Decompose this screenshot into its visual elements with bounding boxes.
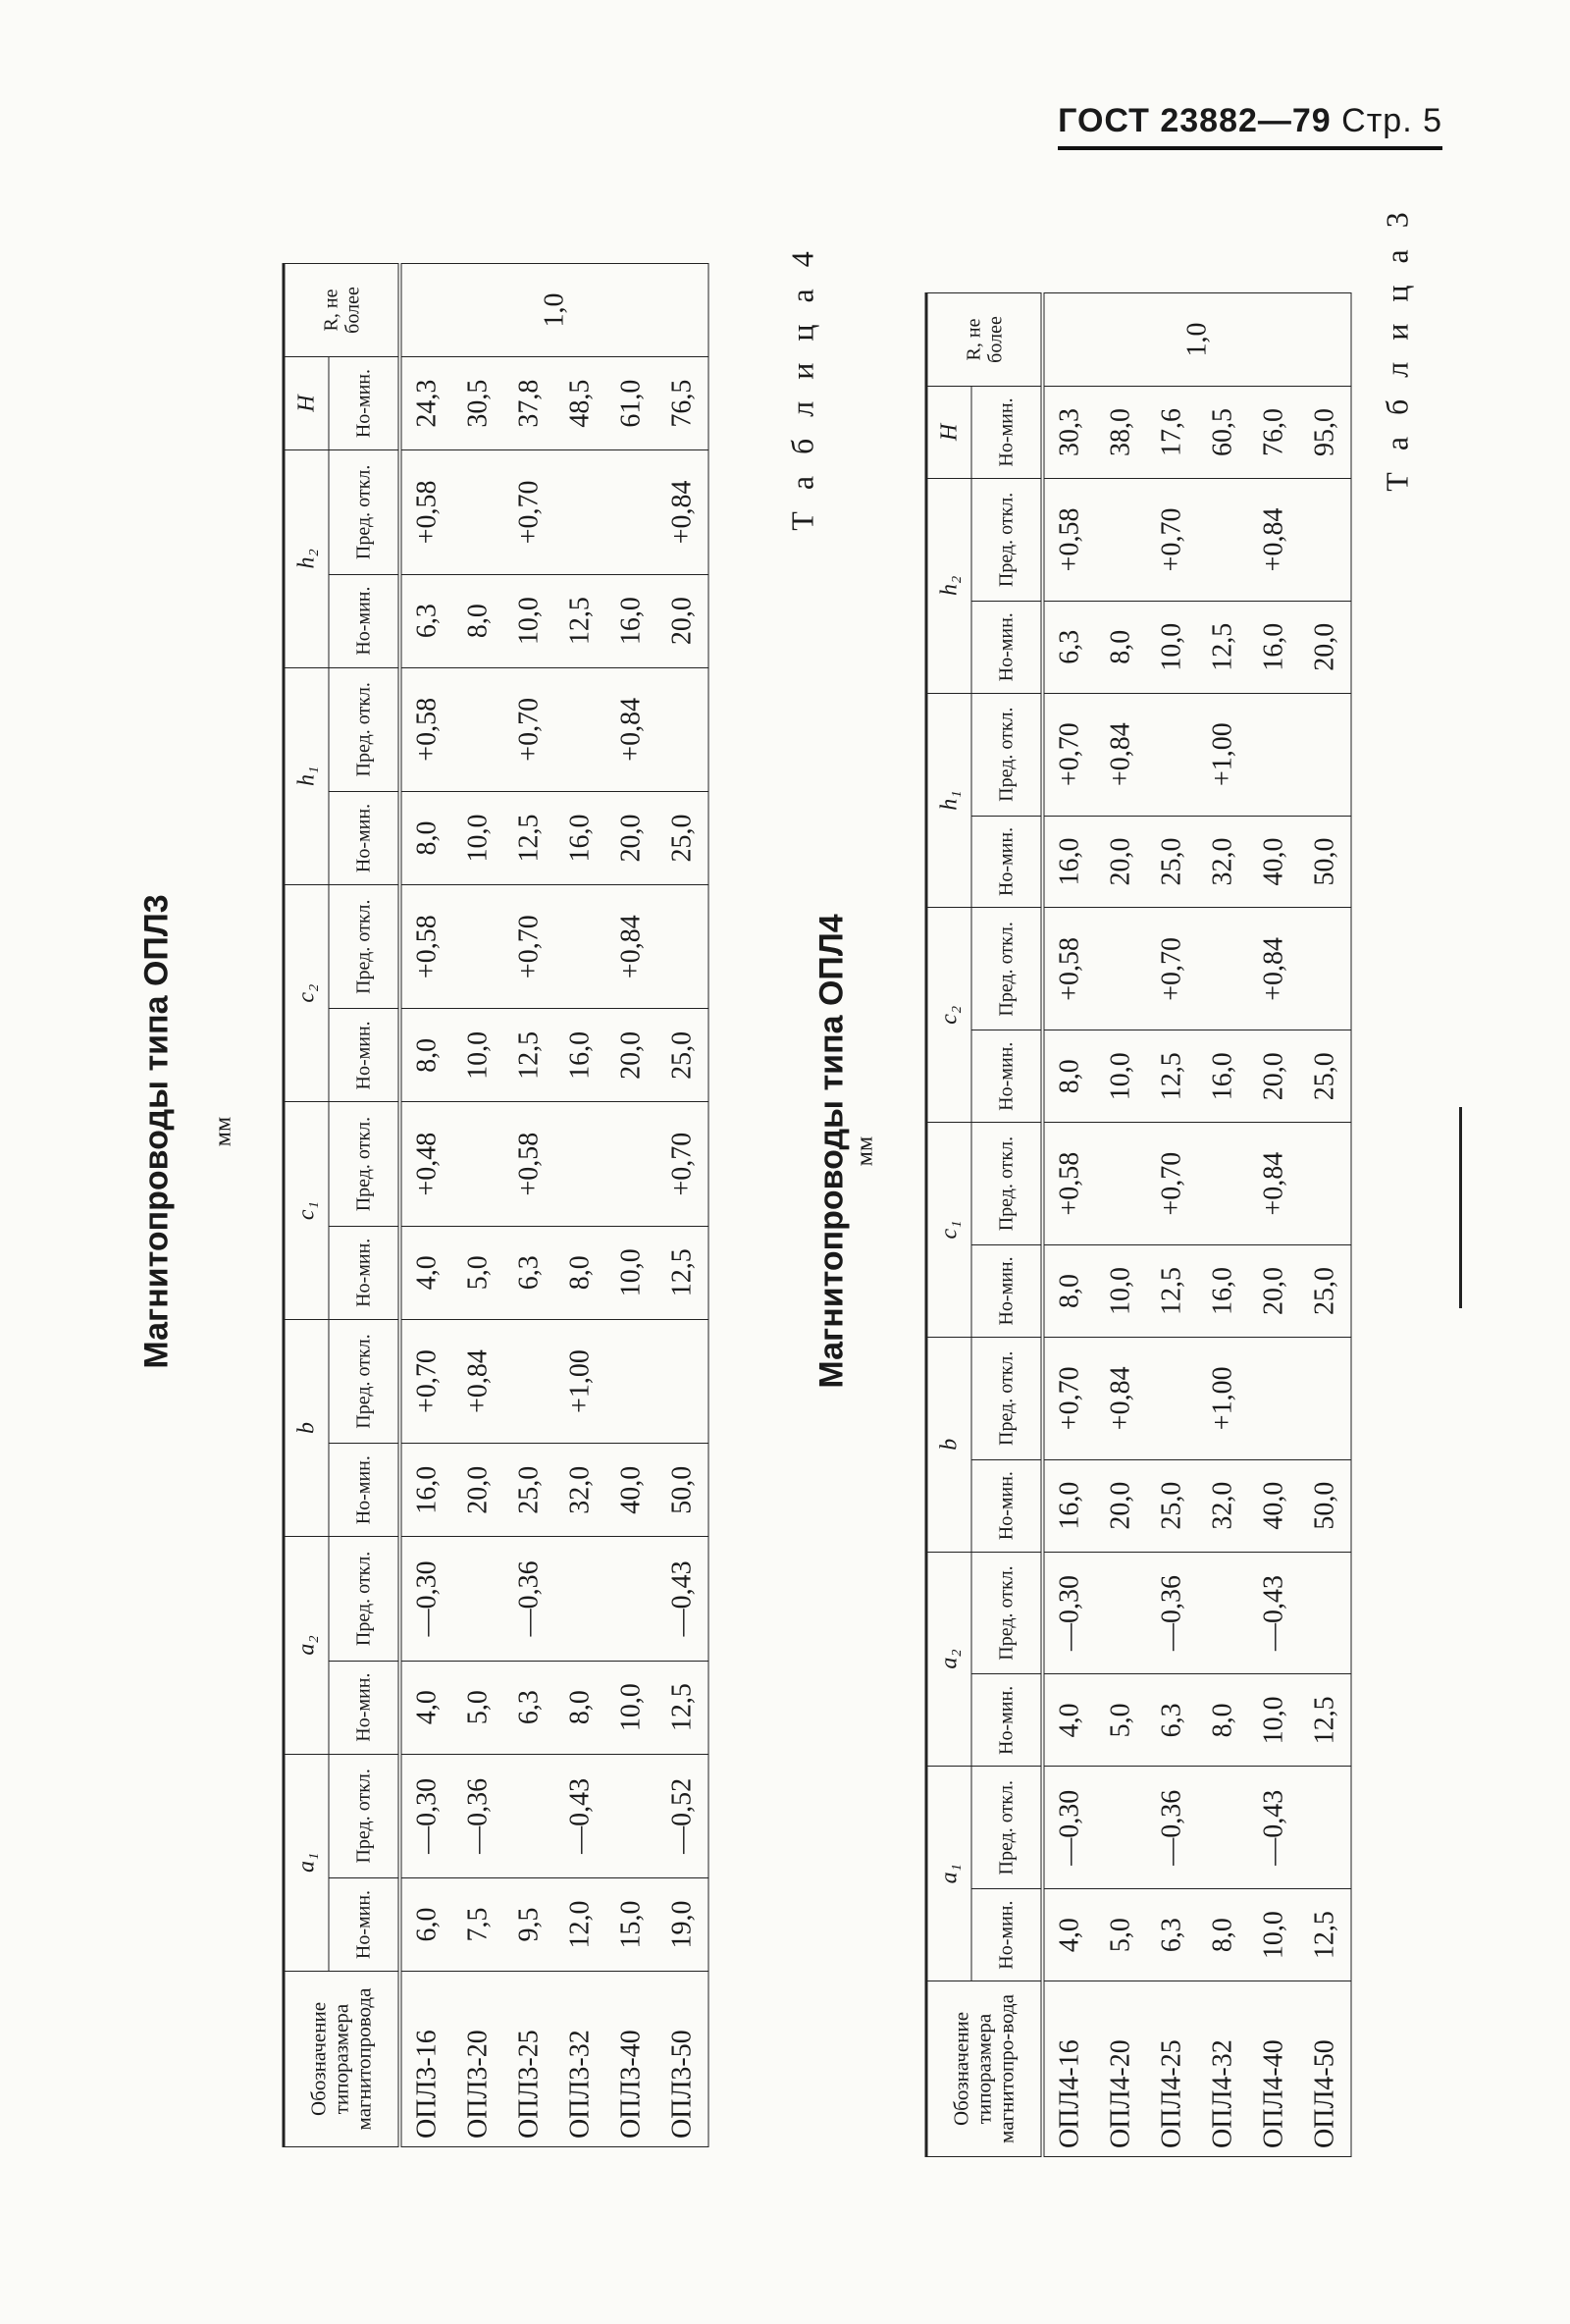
cell: [1096, 1552, 1147, 1674]
cell: [1198, 478, 1249, 601]
cell: 60,5: [1198, 387, 1249, 479]
cell: 12,5: [1198, 601, 1249, 693]
cell: +0,70: [1043, 693, 1096, 816]
page-header: [1058, 102, 1442, 150]
cell: 20,0: [657, 574, 709, 667]
cell: 12,5: [1300, 1889, 1352, 1981]
designation-cell: ОПЛ4-20: [1096, 1981, 1147, 2157]
cell: +0,84: [606, 884, 657, 1008]
r-value-cell: 1,0: [1043, 293, 1352, 387]
cell: +0,84: [606, 667, 657, 791]
cell: 10,0: [1249, 1674, 1300, 1767]
designation-cell: ОПЛ3-32: [555, 1972, 606, 2147]
cell: [1300, 1552, 1352, 1674]
designation-cell: ОПЛ4-32: [1198, 1981, 1249, 2157]
cell: —0,52: [657, 1754, 709, 1877]
group-header-H: H: [284, 357, 329, 450]
table3-title: Магнитопроводы типа ОПЛ3: [137, 894, 176, 1369]
cell: +0,84: [1249, 478, 1300, 601]
designation-header: Обозначение типоразмера магнитопровода: [284, 1972, 400, 2147]
cell: +0,70: [1147, 478, 1198, 601]
cell: 12,5: [1300, 1674, 1352, 1767]
cell: +0,58: [1043, 1123, 1096, 1245]
designation-cell: ОПЛ4-40: [1249, 1981, 1300, 2157]
r-value-cell: 1,0: [400, 264, 709, 357]
cell: +0,58: [1043, 478, 1096, 601]
cell: [453, 450, 504, 574]
table-row: [453, 264, 504, 2147]
designation-cell: ОПЛ4-50: [1300, 1981, 1352, 2157]
cell: 25,0: [1300, 1245, 1352, 1338]
cell: 20,0: [453, 1444, 504, 1537]
cell: 37,8: [504, 357, 555, 450]
cell: [1096, 1123, 1147, 1245]
cell: 4,0: [1043, 1674, 1096, 1767]
cell: +0,70: [1147, 908, 1198, 1030]
cell: 38,0: [1096, 387, 1147, 479]
cell: +0,70: [1043, 1337, 1096, 1459]
cell: 10,0: [606, 1661, 657, 1754]
cell: 40,0: [1249, 816, 1300, 908]
table-row: [657, 264, 709, 2147]
cell: 20,0: [1300, 601, 1352, 693]
cell: +0,70: [504, 884, 555, 1008]
designation-header: Обозначение типоразмера магнитопро-вода: [926, 1981, 1043, 2157]
cell: 61,0: [606, 357, 657, 450]
cell: [606, 450, 657, 574]
cell: 12,5: [657, 1226, 709, 1319]
dev-header: Пред. откл.: [971, 1552, 1043, 1674]
designation-cell: ОПЛ3-50: [657, 1972, 709, 2147]
cell: 25,0: [1300, 1030, 1352, 1123]
group-header-a2: a₂: [926, 1552, 971, 1767]
cell: [1198, 1123, 1249, 1245]
group-header-h1: h₁: [284, 667, 329, 884]
cell: +0,84: [1096, 1337, 1147, 1459]
cell: 24,3: [400, 357, 453, 450]
cell: 40,0: [606, 1444, 657, 1537]
nom-header: Но-мин.: [329, 574, 400, 667]
cell: —0,30: [1043, 1767, 1096, 1889]
cell: 12,5: [504, 1009, 555, 1102]
cell: [606, 1537, 657, 1661]
cell: [1096, 478, 1147, 601]
cell: 25,0: [504, 1444, 555, 1537]
cell: 25,0: [1147, 1459, 1198, 1552]
cell: 12,5: [1147, 1030, 1198, 1123]
cell: 12,5: [657, 1661, 709, 1754]
cell: 8,0: [555, 1661, 606, 1754]
cell: 16,0: [555, 1009, 606, 1102]
designation-cell: ОПЛ3-16: [400, 1972, 453, 2147]
cell: 8,0: [1043, 1030, 1096, 1123]
table-row: [400, 264, 453, 2147]
cell: +0,58: [400, 667, 453, 791]
cell: 30,5: [453, 357, 504, 450]
cell: [606, 1754, 657, 1877]
cell: 5,0: [1096, 1674, 1147, 1767]
cell: +1,00: [1198, 693, 1249, 816]
cell: 16,0: [555, 792, 606, 885]
group-header-h1: h₁: [926, 693, 971, 908]
dev-header: Пред. откл.: [971, 908, 1043, 1030]
cell: [1300, 1767, 1352, 1889]
cell: [1198, 908, 1249, 1030]
table-row: [1300, 293, 1352, 2157]
dev-header: Пред. откл.: [971, 1767, 1043, 1889]
cell: 4,0: [1043, 1889, 1096, 1981]
group-header-c2: c₂: [284, 884, 329, 1101]
cell: 32,0: [555, 1444, 606, 1537]
designation-cell: ОПЛ4-25: [1147, 1981, 1198, 2157]
cell: [1147, 693, 1198, 816]
cell: +0,70: [504, 450, 555, 574]
cell: 20,0: [606, 792, 657, 885]
table3-wrapper: [283, 263, 709, 2147]
cell: 8,0: [453, 574, 504, 667]
cell: —0,30: [400, 1537, 453, 1661]
dev-header: Пред. откл.: [971, 478, 1043, 601]
cell: [555, 884, 606, 1008]
cell: 10,0: [504, 574, 555, 667]
cell: 25,0: [1147, 816, 1198, 908]
cell: 16,0: [1043, 816, 1096, 908]
cell: 10,0: [606, 1226, 657, 1319]
cell: 16,0: [1043, 1459, 1096, 1552]
cell: [1300, 1337, 1352, 1459]
cell: [1249, 1337, 1300, 1459]
dev-header: Пред. откл.: [329, 1754, 400, 1877]
cell: [1300, 478, 1352, 601]
group-header-h2: h₂: [284, 450, 329, 667]
cell: +0,58: [400, 450, 453, 574]
group-header-b: b: [284, 1319, 329, 1536]
cell: 20,0: [1249, 1245, 1300, 1338]
cell: 48,5: [555, 357, 606, 450]
dev-header: Пред. откл.: [971, 1337, 1043, 1459]
cell: 5,0: [1096, 1889, 1147, 1981]
dev-header: Пред. откл.: [329, 1102, 400, 1226]
dev-header: Пред. откл.: [329, 450, 400, 574]
cell: [453, 1102, 504, 1226]
cell: 20,0: [1249, 1030, 1300, 1123]
table-row: [555, 264, 606, 2147]
table4: [925, 292, 1352, 2157]
cell: [1096, 908, 1147, 1030]
cell: 16,0: [400, 1444, 453, 1537]
nom-header: Но-мин.: [971, 1674, 1043, 1767]
cell: +0,84: [453, 1319, 504, 1443]
cell: 12,5: [1147, 1245, 1198, 1338]
table-row: [1147, 293, 1198, 2157]
cell: —0,30: [400, 1754, 453, 1877]
designation-cell: ОПЛ3-20: [453, 1972, 504, 2147]
group-header-H: H: [926, 387, 971, 479]
cell: +0,70: [504, 667, 555, 791]
table-row: [504, 264, 555, 2147]
cell: 16,0: [1198, 1245, 1249, 1338]
cell: 12,5: [555, 574, 606, 667]
group-header-b: b: [926, 1337, 971, 1552]
table-row: [1096, 293, 1147, 2157]
cell: +0,58: [504, 1102, 555, 1226]
cell: +1,00: [1198, 1337, 1249, 1459]
nom-header: Но-мин.: [329, 1444, 400, 1537]
cell: —0,36: [453, 1754, 504, 1877]
cell: 40,0: [1249, 1459, 1300, 1552]
dev-header: Пред. откл.: [329, 1537, 400, 1661]
nom-header: Но-мин.: [971, 1245, 1043, 1338]
cell: —0,43: [555, 1754, 606, 1877]
cell: 8,0: [1096, 601, 1147, 693]
cell: 50,0: [1300, 1459, 1352, 1552]
nom-header: Но-мин.: [329, 792, 400, 885]
cell: 20,0: [1096, 816, 1147, 908]
cell: 12,0: [555, 1878, 606, 1972]
cell: [555, 1102, 606, 1226]
page-number: Стр. 5: [1341, 102, 1442, 139]
r-header: R, не более: [926, 293, 1043, 387]
cell: [1300, 1123, 1352, 1245]
cell: 8,0: [1198, 1674, 1249, 1767]
cell: [606, 1102, 657, 1226]
cell: [1198, 1767, 1249, 1889]
cell: [504, 1754, 555, 1877]
nom-header: Но-мин.: [971, 387, 1043, 479]
cell: 10,0: [1096, 1245, 1147, 1338]
nom-header: Но-мин.: [971, 1889, 1043, 1981]
r-header: R, не более: [284, 264, 400, 357]
cell: [555, 1537, 606, 1661]
cell: —0,36: [1147, 1767, 1198, 1889]
cell: 32,0: [1198, 1459, 1249, 1552]
cell: +0,70: [1147, 1123, 1198, 1245]
cell: +0,84: [657, 450, 709, 574]
cell: 10,0: [1096, 1030, 1147, 1123]
cell: 17,6: [1147, 387, 1198, 479]
cell: —0,43: [1249, 1552, 1300, 1674]
nom-header: Но-мин.: [971, 1459, 1043, 1552]
cell: 50,0: [1300, 816, 1352, 908]
cell: [1147, 1337, 1198, 1459]
cell: [657, 1319, 709, 1443]
cell: 6,3: [1147, 1674, 1198, 1767]
nom-header: Но-мин.: [329, 1009, 400, 1102]
cell: —0,36: [1147, 1552, 1198, 1674]
cell: 12,5: [504, 792, 555, 885]
table-row: [1249, 293, 1300, 2157]
group-header-a1: a₁: [284, 1754, 329, 1971]
cell: 4,0: [400, 1661, 453, 1754]
cell: [555, 667, 606, 791]
cell: 30,3: [1043, 387, 1096, 479]
cell: —0,36: [504, 1537, 555, 1661]
dev-header: Пред. откл.: [971, 1123, 1043, 1245]
cell: 6,0: [400, 1878, 453, 1972]
cell: [453, 884, 504, 1008]
group-header-h2: h₂: [926, 478, 971, 693]
dev-header: Пред. откл.: [971, 693, 1043, 816]
cell: 10,0: [1147, 601, 1198, 693]
cell: —0,43: [1249, 1767, 1300, 1889]
cell: [504, 1319, 555, 1443]
cell: [1300, 693, 1352, 816]
table-row: [1043, 293, 1096, 2157]
cell: 6,3: [504, 1661, 555, 1754]
nom-header: Но-мин.: [971, 1030, 1043, 1123]
cell: [657, 667, 709, 791]
separator-line: [1459, 1107, 1462, 1308]
cell: 6,3: [1043, 601, 1096, 693]
cell: 6,3: [400, 574, 453, 667]
table4-wrapper: [925, 292, 1352, 2157]
table4-unit: мм: [852, 1136, 878, 1167]
cell: +0,58: [400, 884, 453, 1008]
cell: 20,0: [1096, 1459, 1147, 1552]
cell: 9,5: [504, 1878, 555, 1972]
cell: 15,0: [606, 1878, 657, 1972]
cell: 8,0: [1198, 1889, 1249, 1981]
cell: [657, 884, 709, 1008]
cell: 6,3: [1147, 1889, 1198, 1981]
cell: 8,0: [555, 1226, 606, 1319]
cell: —0,43: [657, 1537, 709, 1661]
table3-number: Т а б л и ц а 3: [1379, 205, 1415, 492]
cell: +1,00: [555, 1319, 606, 1443]
cell: 25,0: [657, 1009, 709, 1102]
table-row: [1198, 293, 1249, 2157]
cell: [1249, 693, 1300, 816]
cell: [1300, 908, 1352, 1030]
dev-header: Пред. откл.: [329, 1319, 400, 1443]
group-header-c2: c₂: [926, 908, 971, 1123]
cell: +0,84: [1096, 693, 1147, 816]
cell: [1198, 1552, 1249, 1674]
nom-header: Но-мин.: [329, 357, 400, 450]
table3: [283, 263, 709, 2147]
cell: 10,0: [453, 792, 504, 885]
cell: [606, 1319, 657, 1443]
table3-unit: мм: [210, 1116, 236, 1147]
designation-cell: ОПЛ3-40: [606, 1972, 657, 2147]
dev-header: Пред. откл.: [329, 667, 400, 791]
cell: 5,0: [453, 1661, 504, 1754]
nom-header: Но-мин.: [329, 1661, 400, 1754]
cell: 19,0: [657, 1878, 709, 1972]
table4-title: Магнитопроводы типа ОПЛ4: [812, 914, 851, 1389]
cell: 4,0: [400, 1226, 453, 1319]
cell: +0,70: [400, 1319, 453, 1443]
group-header-a2: a₂: [284, 1537, 329, 1754]
cell: 10,0: [453, 1009, 504, 1102]
nom-header: Но-мин.: [329, 1878, 400, 1972]
cell: 20,0: [606, 1009, 657, 1102]
cell: +0,70: [657, 1102, 709, 1226]
cell: 10,0: [1249, 1889, 1300, 1981]
cell: +0,58: [1043, 908, 1096, 1030]
cell: [453, 1537, 504, 1661]
cell: 6,3: [504, 1226, 555, 1319]
cell: 8,0: [1043, 1245, 1096, 1338]
table4-number: Т а б л и ц а 4: [784, 244, 820, 531]
cell: —0,30: [1043, 1552, 1096, 1674]
table-row: [606, 264, 657, 2147]
cell: +0,84: [1249, 1123, 1300, 1245]
nom-header: Но-мин.: [329, 1226, 400, 1319]
nom-header: Но-мин.: [971, 601, 1043, 693]
cell: 95,0: [1300, 387, 1352, 479]
cell: 16,0: [606, 574, 657, 667]
cell: +0,84: [1249, 908, 1300, 1030]
cell: 25,0: [657, 792, 709, 885]
cell: 76,0: [1249, 387, 1300, 479]
nom-header: Но-мин.: [971, 816, 1043, 908]
group-header-c1: c₁: [284, 1102, 329, 1319]
group-header-c1: c₁: [926, 1123, 971, 1338]
cell: 7,5: [453, 1878, 504, 1972]
cell: 5,0: [453, 1226, 504, 1319]
cell: 32,0: [1198, 816, 1249, 908]
cell: [1096, 1767, 1147, 1889]
designation-cell: ОПЛ4-16: [1043, 1981, 1096, 2157]
cell: [453, 667, 504, 791]
cell: 8,0: [400, 792, 453, 885]
cell: +0,48: [400, 1102, 453, 1226]
cell: 8,0: [400, 1009, 453, 1102]
gost-number: ГОСТ 23882—79: [1058, 102, 1332, 139]
cell: 50,0: [657, 1444, 709, 1537]
cell: [555, 450, 606, 574]
dev-header: Пред. откл.: [329, 884, 400, 1008]
cell: 76,5: [657, 357, 709, 450]
group-header-a1: a₁: [926, 1767, 971, 1981]
designation-cell: ОПЛ3-25: [504, 1972, 555, 2147]
cell: 16,0: [1249, 601, 1300, 693]
cell: 16,0: [1198, 1030, 1249, 1123]
